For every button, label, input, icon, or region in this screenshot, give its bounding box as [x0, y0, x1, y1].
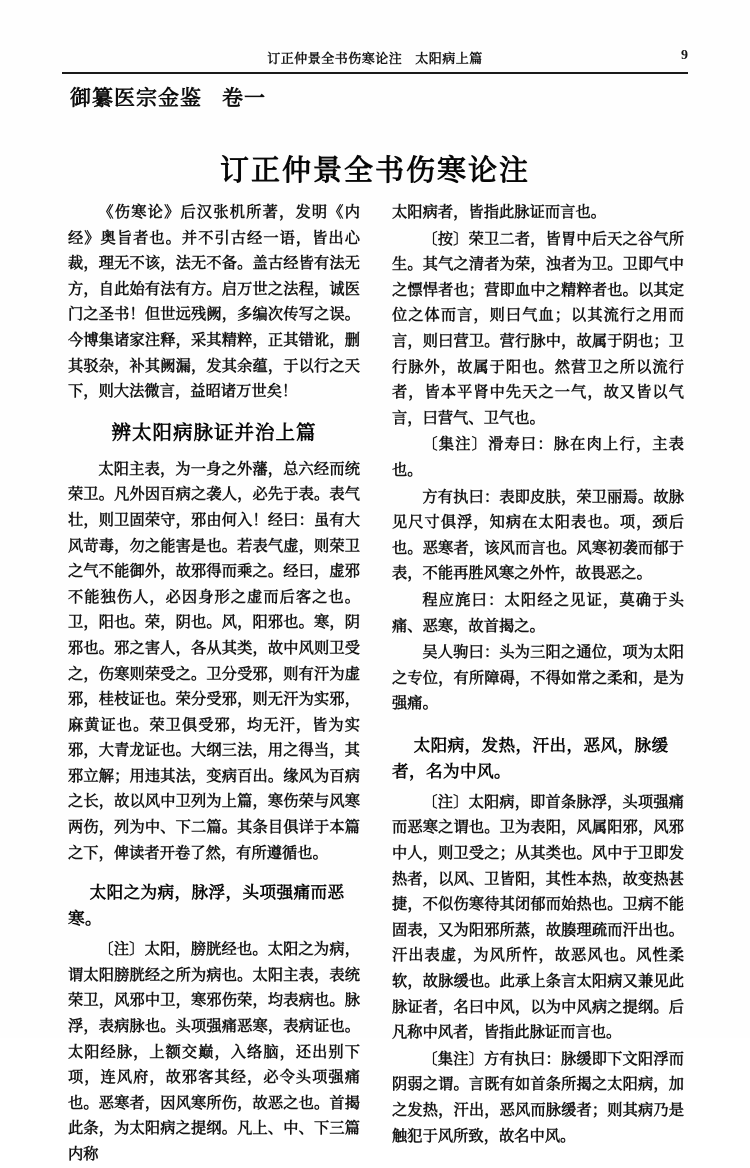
verse-heading-taiyang-weibing: 太阳之为病，脉浮，头项强痛而恶寒。	[68, 883, 345, 929]
book-title: 御纂医宗金鉴	[70, 86, 202, 110]
verse-heading-zhongfeng: 太阳病，发热，汗出，恶风，脉缓者，名为中风。	[392, 735, 669, 781]
annotation-continued: 太阳病者，皆指此脉证而言也。	[392, 203, 607, 221]
preface-paragraph: 《伤寒论》后汉张机所著，发明《内经》奥旨者也。并不引古经一语，皆出心裁，理无不该，法无不备。盖古经皆有法无方，自此始有法有方。启万世之法程，诚医门之圣书！但世远残阙，多编次传写之误。今博集诸家注释，采其精粹，正其错讹，删其驳杂，补其阙漏，发其余蕴，于以行之天下，则大法微言，益昭诸万世矣！	[68, 203, 360, 401]
note-wurenju: 吴人驹曰：头为三阳之通位，项为太阳之专位，有所障碍，不得如常之柔和，是为强痛。	[392, 643, 684, 713]
note-fangyouzhi-first: 方有执曰：表即皮肤，荣卫丽焉。故脉见尺寸俱浮，知病在太阳表也。项，颈后也。恶寒者，该风而言也。风寒初袭而郁于表，不能再胜风寒之外忤，故畏恶之。	[392, 487, 684, 583]
note-chengyingmao: 程应旄曰：太阳经之见证，莫确于头痛、恶寒，故首揭之。	[392, 590, 684, 635]
page-number: 9	[681, 48, 688, 63]
header-rule	[62, 72, 688, 74]
section-body-paragraph: 太阳主表，为一身之外藩，总六经而统荣卫。凡外因百病之袭人，必先于表。表气壮，则卫固荣守，邪由何入！经曰：虽有大风苛毒，勿之能害是也。若表气虚，则荣卫之气不能御外，故邪得而乘之。经曰，虚邪不能独伤人，必因身形之虚而后客之也。卫，阳也。荣，阴也。风，阳邪也。寒，阴邪也。邪之害人，各从其类，故中风则卫受之，伤寒则荣受之。卫分受邪，则有汗为虚邪，桂枝证也。荣分受邪，则无汗为实邪，麻黄证也。荣卫俱受邪，均无汗，皆为实邪，大青龙证也。大纲三法，用之得当，其邪立解；用违其法，变病百出。缘风为百病之长，故以风中卫列为上篇，寒伤荣与风寒两伤，列为中、下二篇。其条目俱详于本篇之下，俾读者开卷了然，有所遵循也。	[68, 459, 360, 862]
volume-label: 卷一	[222, 86, 266, 110]
page-title: 订正仲景全书伤寒论注	[219, 153, 530, 187]
note-jizhu-fangyouzhi: 〔集注〕方有执曰：脉缓即下文阳浮而阴弱之谓。言既有如首条所揭之太阳病，加之发热，汗出，恶风而脉缓者；则其病乃是触犯于风所致，故名中风。	[392, 1049, 684, 1145]
section-heading: 辨太阳病脉证并治上篇	[111, 420, 317, 444]
body-columns	[68, 200, 684, 1163]
annotation-paragraph: 〔注〕太阳，膀胱经也。太阳之为病，谓太阳膀胱经之所为病也。太阳主表，表统荣卫，风邪中卫，寒邪伤荣，均表病也。脉浮，表病脉也。头项强痛恶寒，表病证也。太阳经脉，上额交巅，入络脑，还出别下项，连风府，故邪客其经，必令头项强痛也。恶寒者，因风寒所伤，故恶之也。首揭此条，为太阳病之提纲。凡上、中、下三篇内称	[68, 940, 360, 1163]
running-head	[62, 48, 688, 70]
running-head-title-left: 订正仲景全书伤寒论注	[267, 52, 403, 67]
column-left	[68, 200, 360, 1163]
running-head-title-right: 太阳病上篇	[415, 52, 483, 67]
column-right	[392, 200, 684, 1145]
annotation-zhongfeng: 〔注〕太阳病，即首条脉浮，头项强痛而恶寒之谓也。卫为表阳，风属阳邪，风邪中人，则卫受之；从其类也。风中于卫即发热者，以风、卫皆阳，其性本热，故变热甚捷，不似伤寒待其闭郁而始热也。卫病不能固表，又为阳邪所蒸，故腠理疏而汗出也。汗出表虚，为风所忤，故恶风也。风性柔软，故脉缓也。此承上条言太阳病又兼见此脉证者，名曰中风，以为中风病之提纲。后凡称中风者，皆指此脉证而言也。	[392, 792, 684, 1042]
book-title-line	[70, 82, 266, 112]
note-an-paragraph: 〔按〕荣卫二者，皆胃中后天之谷气所生。其气之清者为荣，浊者为卫。卫即气中之慓悍者也；营即血中之精粹者也。以其定位之体而言，则曰气血；以其流行之用而言，则曰营卫。营行脉中，故属于阴也；卫行脉外，故属于阳也。然营卫之所以流行者，皆本平肾中先天之一气，故又皆以气言，曰营气、卫气也。	[392, 229, 684, 427]
running-head-title	[267, 48, 483, 67]
note-jizhu-huashou: 〔集注〕滑寿曰：脉在肉上行，主表也。	[392, 435, 684, 479]
